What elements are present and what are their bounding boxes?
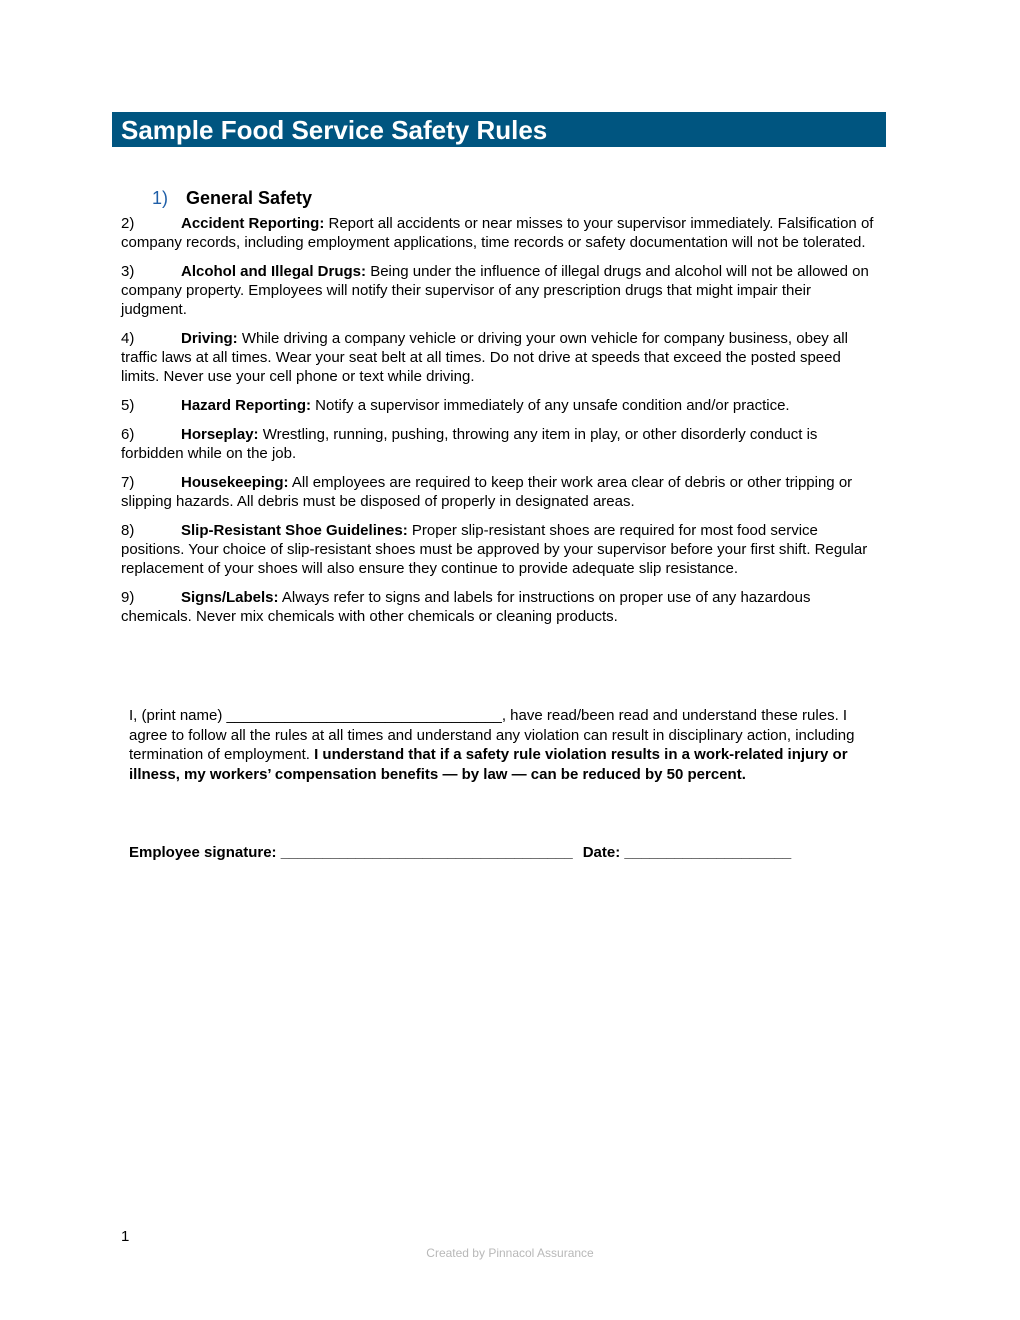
document-title: Sample Food Service Safety Rules [121,115,548,145]
rule-number: 2) [121,215,135,232]
rule-label: Slip-Resistant Shoe Guidelines: [181,522,408,539]
rule-label: Alcohol and Illegal Drugs: [181,263,367,280]
section-number: 1) [152,188,169,208]
rule-label: Driving: [181,330,238,347]
rule-text: Always refer to signs and labels for instructions on proper use of any hazardous chemicals. Never mix chemicals with other chemicals or cleaning products. [121,589,811,625]
rule-label: Accident Reporting: [181,215,325,232]
rule-item-horseplay [121,425,881,463]
rule-item-alcohol-drugs [121,262,881,319]
rule-number: 6) [121,426,135,443]
rule-item-signs-labels [121,588,881,626]
rule-item-slip-resistant-shoes [121,521,881,578]
acknowledgement-paragraph [129,706,881,784]
section-title: General Safety [186,188,313,208]
rule-item-hazard-reporting [121,396,881,415]
rule-text: Being under the influence of illegal drugs and alcohol will not be allowed on company property. Employees will notify their supervisor of any prescription drugs that might impair their judgment. [121,263,869,318]
rule-number: 8) [121,522,135,539]
rule-text: While driving a company vehicle or driving your own vehicle for company business, obey all traffic laws at all times. Wear your seat belt at all times. Do not drive at speeds that exceed the posted speed limits. Never use your cell phone or text while driving. [121,330,848,385]
rule-label: Housekeeping: [181,474,289,491]
rule-number: 9) [121,589,135,606]
rule-number: 7) [121,474,135,491]
rule-text: All employees are required to keep their work area clear of debris or other tripping or slipping hazards. All debris must be disposed of properly in designated areas. [121,474,853,510]
rules-list [121,214,881,636]
title-banner [112,112,886,147]
date-blank[interactable]: ____________________ [624,844,792,861]
print-name-blank[interactable]: _________________________________ [226,707,502,724]
footer-credit: Created by Pinnacol Assurance [426,1246,594,1260]
rule-item-housekeeping [121,473,881,511]
rule-item-driving [121,329,881,386]
signature-blank[interactable]: ___________________________________ [280,844,573,861]
rule-number: 5) [121,397,135,414]
rule-number: 3) [121,263,135,280]
ack-text: , have read/been read and understand these rules. I agree to follow all the rules at all times and understand any violation can result in disciplinary action, including termination of employment. [129,707,855,763]
rule-text: Proper slip-resistant shoes are required for most food service positions. Your choice of slip-resistant shoes must be approved by your supervisor before your first shift. Regular replacement of your shoes will also ensure they continue to provide adequate slip resistance. [121,522,868,577]
rule-text: Report all accidents or near misses to your supervisor immediately. Falsification of company records, including employment applications, time records or safety documentation will not be tolerated. [121,215,874,251]
rule-label: Hazard Reporting: [181,397,312,414]
ack-prefix: I, (print name) [129,707,227,724]
signature-line [129,843,791,863]
rule-item-accident-reporting [121,214,881,252]
rule-text: Notify a supervisor immediately of any unsafe condition and/or practice. [311,397,790,414]
rule-number: 4) [121,330,135,347]
page-number: 1 [121,1228,130,1245]
signature-label: Employee signature: [129,844,281,861]
section-heading [152,186,312,210]
rule-label: Signs/Labels: [181,589,279,606]
rule-text: Wrestling, running, pushing, throwing any item in play, or other disorderly conduct is forbidden while on the job. [121,426,818,462]
rule-label: Horseplay: [181,426,259,443]
date-label: Date: [582,844,625,861]
ack-bold-statement: I understand that if a safety rule violation results in a work-related injury or illness, my workers’ compensation benefits — by law — can be reduced by 50 percent. [129,746,848,783]
